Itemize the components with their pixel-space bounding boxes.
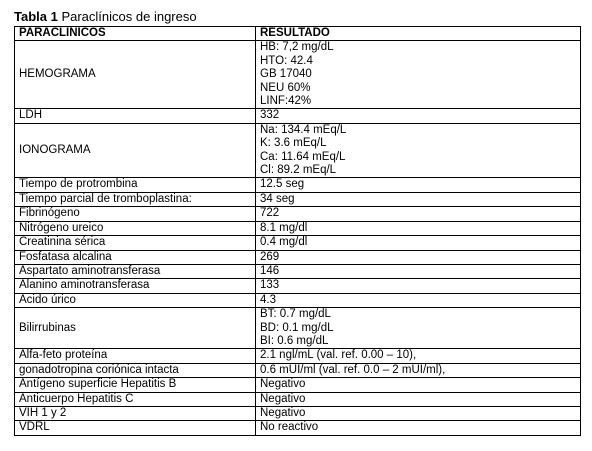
result-line: HB: 7,2 mg/dL xyxy=(260,41,334,54)
header-paraclinicos: PARACLINICOS xyxy=(15,27,256,41)
table-row xyxy=(15,308,581,349)
test-name-cell: Bilirrubinas xyxy=(15,308,256,349)
result-line: BI: 0.6 mg/dL xyxy=(260,334,329,347)
table-row xyxy=(15,279,581,293)
result-line: 8.1 mg/dl xyxy=(260,221,308,234)
table-caption-label: Tabla 1 xyxy=(14,9,58,24)
result-line: 0.6 mUI/ml (val. ref. 0.0 – 2 mUI/ml), xyxy=(260,363,446,376)
test-result-cell xyxy=(256,349,581,363)
result-line: K: 3.6 mEq/L xyxy=(260,137,327,150)
table-row xyxy=(15,178,581,192)
test-result-cell xyxy=(256,123,581,178)
result-line: 12.5 seg xyxy=(260,178,305,191)
result-line: BT: 0.7 mg/dL xyxy=(260,308,331,321)
test-name-cell: Creatinina sérica xyxy=(15,236,256,250)
table-row xyxy=(15,192,581,206)
result-line: 4.3 xyxy=(260,293,276,306)
result-line: Ca: 11.64 mEq/L xyxy=(260,150,346,163)
result-line: Negativo xyxy=(260,392,306,405)
test-name-cell: VDRL xyxy=(15,421,256,435)
test-name-cell: LDH xyxy=(15,109,256,123)
table-row xyxy=(15,421,581,435)
table-header-row xyxy=(15,27,581,41)
table-row xyxy=(15,406,581,420)
test-result-cell xyxy=(256,236,581,250)
test-name-cell: Anticuerpo Hepatitis C xyxy=(15,392,256,406)
test-result-cell xyxy=(256,293,581,307)
test-name-cell: Tiempo de protrombina xyxy=(15,178,256,192)
test-name-cell: gonadotropina coriónica intacta xyxy=(15,363,256,377)
result-line: Negativo xyxy=(260,406,306,419)
test-result-cell xyxy=(256,406,581,420)
test-result-cell xyxy=(256,363,581,377)
result-line: 146 xyxy=(260,264,280,277)
result-line: 34 seg xyxy=(260,192,295,205)
test-name-cell: VIH 1 y 2 xyxy=(15,406,256,420)
test-result-cell xyxy=(256,279,581,293)
result-line: LINF:42% xyxy=(260,95,312,108)
table-row xyxy=(15,221,581,235)
table-row xyxy=(15,250,581,264)
table-row xyxy=(15,41,581,109)
test-result-cell xyxy=(256,264,581,278)
result-line: 722 xyxy=(260,207,280,220)
test-name-cell: Alanino aminotransferasa xyxy=(15,279,256,293)
table-body xyxy=(15,41,581,435)
test-result-cell xyxy=(256,250,581,264)
test-result-cell xyxy=(256,41,581,109)
result-line: NEU 60% xyxy=(260,81,311,94)
result-line: 332 xyxy=(260,109,280,122)
test-name-cell: HEMOGRAMA xyxy=(15,41,256,109)
test-result-cell xyxy=(256,109,581,123)
table-caption xyxy=(14,9,197,25)
result-line: BD: 0.1 mg/dL xyxy=(260,321,334,334)
test-name-cell: Fosfatasa alcalina xyxy=(15,250,256,264)
table-row xyxy=(15,236,581,250)
table-caption-title: Paraclínicos de ingreso xyxy=(57,9,197,24)
header-resultado: RESULTADO xyxy=(256,27,581,41)
table-row xyxy=(15,109,581,123)
table-row xyxy=(15,293,581,307)
result-line: GB 17040 xyxy=(260,68,312,81)
test-name-cell: Fibrinógeno xyxy=(15,207,256,221)
table-row xyxy=(15,378,581,392)
result-line: Na: 134.4 mEq/L xyxy=(260,123,347,136)
result-line: No reactivo xyxy=(260,421,319,434)
table-row xyxy=(15,207,581,221)
test-name-cell: Ácido úrico xyxy=(15,293,256,307)
test-name-cell: Alfa-feto proteína xyxy=(15,349,256,363)
test-result-cell xyxy=(256,207,581,221)
test-result-cell xyxy=(256,192,581,206)
result-line: 133 xyxy=(260,279,280,292)
result-line: HTO: 42.4 xyxy=(260,54,313,67)
test-result-cell xyxy=(256,378,581,392)
table-row xyxy=(15,392,581,406)
table-row xyxy=(15,349,581,363)
test-result-cell xyxy=(256,421,581,435)
test-result-cell xyxy=(256,392,581,406)
test-result-cell xyxy=(256,308,581,349)
test-name-cell: IONOGRAMA xyxy=(15,123,256,178)
test-name-cell: Antígeno superficie Hepatitis B xyxy=(15,378,256,392)
result-line: 269 xyxy=(260,250,280,263)
test-name-cell: Aspartato aminotransferasa xyxy=(15,264,256,278)
test-name-cell: Nitrógeno ureico xyxy=(15,221,256,235)
paraclinicos-table xyxy=(14,26,581,436)
result-line: Negativo xyxy=(260,378,306,391)
table-row xyxy=(15,264,581,278)
table-header xyxy=(15,27,581,41)
table-row xyxy=(15,363,581,377)
result-line: 0.4 mg/dl xyxy=(260,236,308,249)
table-row xyxy=(15,123,581,178)
result-line: Cl: 89.2 mEq/L xyxy=(260,164,337,177)
test-result-cell xyxy=(256,178,581,192)
test-result-cell xyxy=(256,221,581,235)
test-name-cell: Tiempo parcial de tromboplastina: xyxy=(15,192,256,206)
result-line: 2.1 ngl/mL (val. ref. 0.00 – 10), xyxy=(260,349,417,362)
